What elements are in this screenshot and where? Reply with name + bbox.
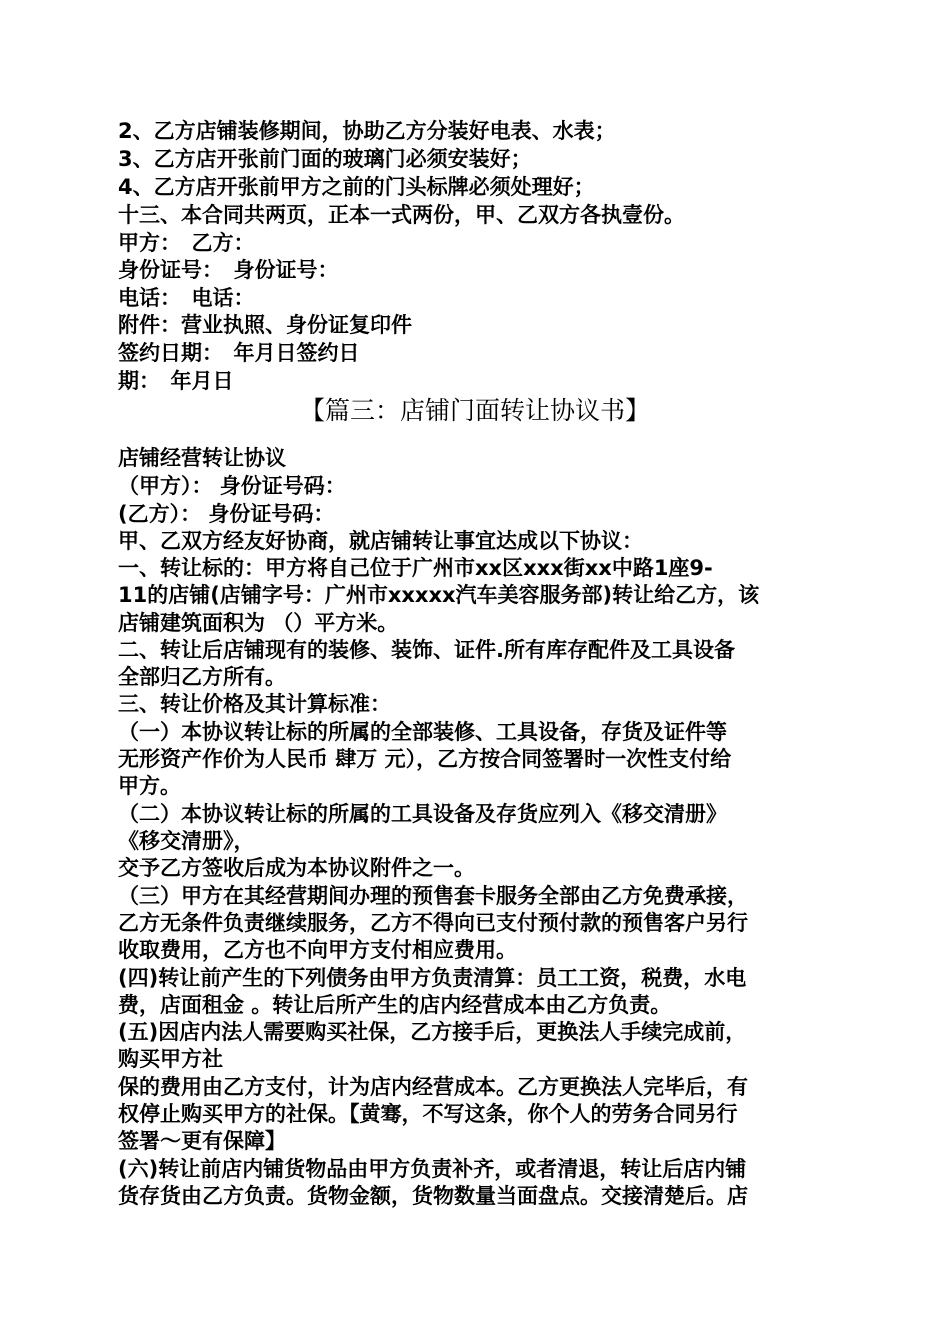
text-line: 保的费用由乙方支付，计为店内经营成本。乙方更换法人完毕后，有 [118,1075,748,1099]
text-line: 2、乙方店铺装修期间，协助乙方分装好电表、水表； [118,119,616,143]
text-line: 期： 年月日 [118,369,234,393]
text-line: 十三、本合同共两页，正本一式两份，甲、乙双方各执壹份。 [118,203,685,227]
text-line: 店铺经营转让协议 [118,446,286,470]
text-line: 签约日期： 年月日签约日 [118,341,360,365]
text-line: 三、转让价格及其计算标准： [118,692,391,716]
text-line: （二）本协议转让标的所属的工具设备及存货应列入《移交清册》 [118,802,727,826]
section-title: 【篇三：店铺门面转让协议书】 [299,396,650,425]
text-line: 4、乙方店开张前甲方之前的门头标牌必须处理好； [118,175,595,199]
text-line: 收取费用，乙方也不向甲方支付相应费用。 [118,938,517,962]
text-line: 11的店铺(店铺字号：广州市xxxxx汽车美容服务部)转让给乙方，该 [118,583,760,607]
text-line: 乙方无条件负责继续服务，乙方不得向已支付预付款的预售客户另行 [118,911,748,935]
text-line: (四)转让前产生的下列债务由甲方负责清算：员工工资，税费，水电 [118,966,747,990]
text-line: 一、转让标的：甲方将自己位于广州市xx区xxx街xx中路1座9- [118,556,713,580]
text-line: 无形资产作价为人民币 肆万 元），乙方按合同签署时一次性支付给 [118,747,732,771]
text-line: （三）甲方在其经营期间办理的预售套卡服务全部由乙方免费承接， [118,884,748,908]
text-line: 费，店面租金 。转让后所产生的店内经营成本由乙方负责。 [118,993,672,1017]
text-line: 甲方： 乙方： [118,231,255,255]
text-line: (六)转让前店内铺货物品由甲方负责补齐，或者清退，转让后店内铺 [118,1157,747,1181]
text-line: 《移交清册》， [118,829,255,853]
text-line: 购买甲方社 [118,1047,223,1071]
text-line: 二、转让后店铺现有的装修、装饰、证件.所有库存配件及工具设备 [118,638,735,662]
text-line: 甲方。 [118,774,181,798]
text-line: (乙方）： 身份证号码： [118,502,335,526]
text-line: （甲方）： 身份证号码： [118,474,346,498]
text-line: 全部归乙方所有。 [118,665,286,689]
text-line: 权停止购买甲方的社保。【黄骞，不写这条，你个人的劳务合同另行 [118,1102,738,1126]
text-line: （一）本协议转让标的所属的全部装修、工具设备，存货及证件等 [118,720,727,744]
text-line: 甲、乙双方经友好协商，就店铺转让事宜达成以下协议： [118,529,643,553]
text-line: 货存货由乙方负责。货物金额，货物数量当面盘点。交接清楚后。店 [118,1184,748,1208]
text-line: 电话： 电话： [118,286,255,310]
text-line: 身份证号： 身份证号： [118,258,339,282]
text-line: 店铺建筑面积为 （）平方米。 [118,611,399,635]
text-line: 附件：营业执照、身份证复印件 [118,313,412,337]
text-line: 3、乙方店开张前门面的玻璃门必须安装好； [118,147,532,171]
text-line: (五)因店内法人需要购买社保，乙方接手后，更换法人手续完成前， [118,1020,747,1044]
text-line: 签署～更有保障】 [118,1129,286,1153]
text-line: 交予乙方签收后成为本协议附件之一。 [118,856,475,880]
